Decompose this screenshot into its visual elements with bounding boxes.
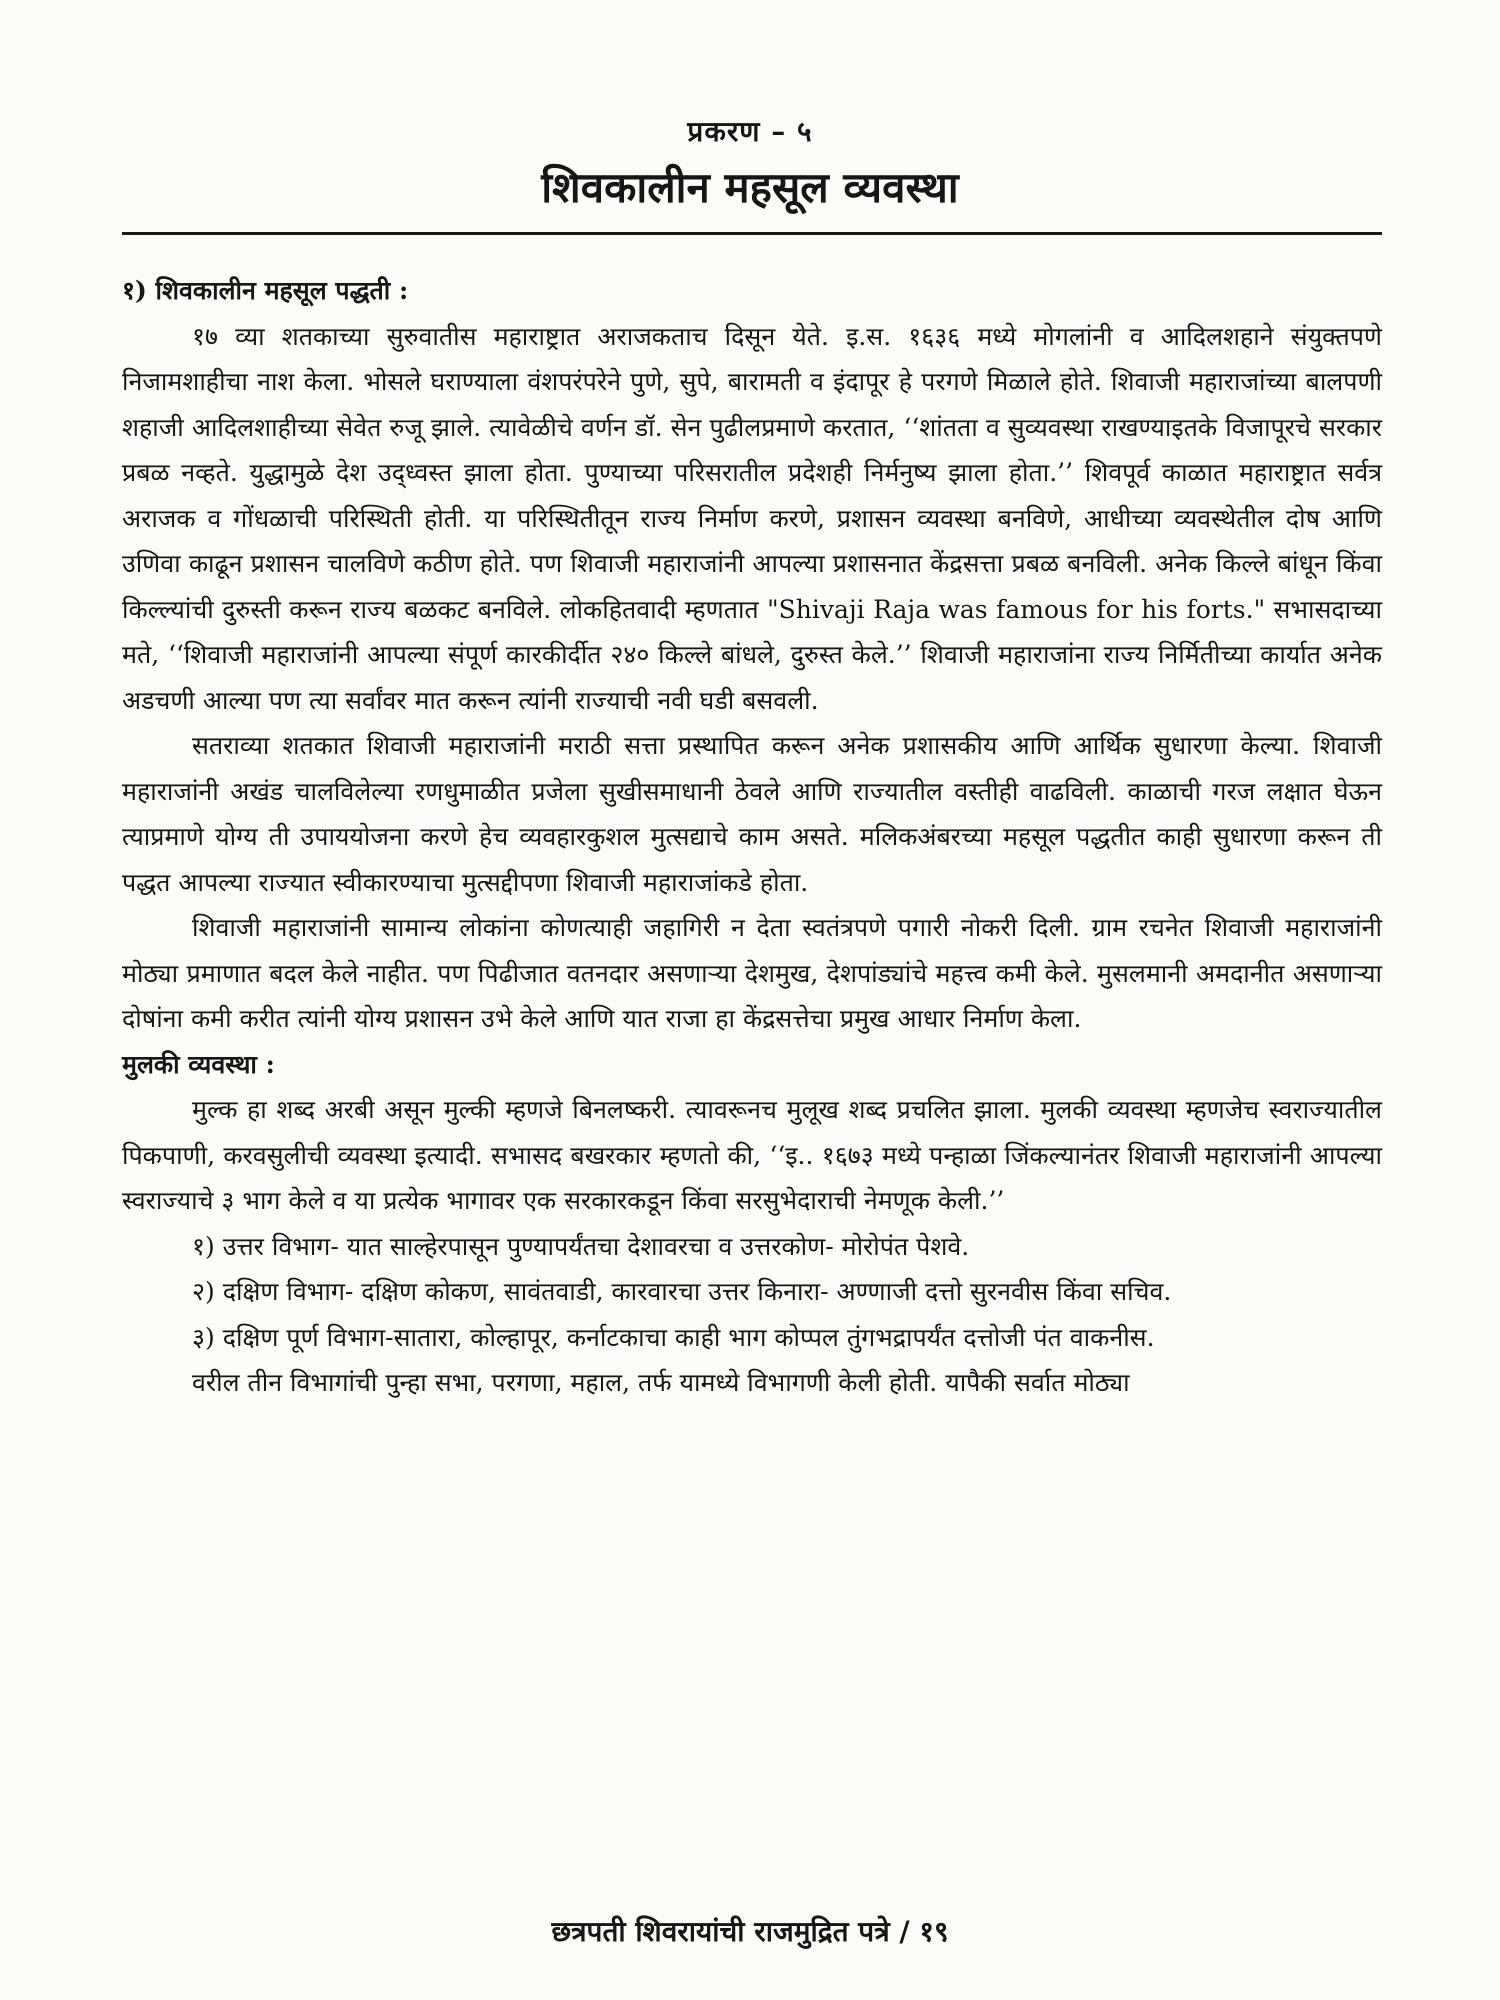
- paragraph: सतराव्या शतकात शिवाजी महाराजांनी मराठी सत्ता प्रस्थापित करून अनेक प्रशासकीय आणि आर्थिक सुधारणा केल्या. शिवाजी महाराजांनी अखंड चालविलेल्या रणधुमाळीत प्रजेला सुखीसमाधानी ठेवले आणि राज्यातील वस्तीही वाढविली. काळाची गरज लक्षात घेऊन त्याप्रमाणे योग्य ती उपाययोजना करणे हेच व्यवहारकुशल मुत्सद्याचे काम असते. मलिकअंबरच्या महसूल पद्धतीत काही सुधारणा करून ती पद्धत आपल्या राज्यात स्वीकारण्याचा मुत्सद्दीपणा शिवाजी महाराजांकडे होता.: [122, 731, 1382, 897]
- section-heading-civil-administration: मुलकी व्यवस्था :: [122, 1049, 275, 1079]
- chapter-title: शिवकालीन महसूल व्यवस्था: [541, 163, 959, 212]
- section-heading-revenue-system: १) शिवकालीन महसूल पद्धती :: [122, 276, 409, 305]
- list-item: २) दक्षिण विभाग- दक्षिण कोकण, सावंतवाडी, कारवारचा उत्तर किनारा- अण्णाजी दत्तो सुरनवीस किंवा सचिव.: [192, 1277, 1172, 1306]
- page-footer: छत्रपती शिवरायांची राजमुद्रित पत्रे / १९: [551, 1915, 949, 1948]
- title-divider: [122, 232, 1382, 235]
- paragraph: शिवाजी महाराजांनी सामान्य लोकांना कोणत्याही जहागिरी न देता स्वतंत्रपणे पगारी नोकरी दिली. ग्राम रचनेत शिवाजी महाराजांनी मोठ्या प्रमाणात बदल केले नाहीत. पण पिढीजात वतनदार असणाऱ्या देशमुख, देशपांड्यांचे महत्त्व कमी केले. मुसलमानी अमदानीत असणाऱ्या दोषांना कमी करीत त्यांनी योग्य प्रशासन उभे केले आणि यात राजा हा केंद्रसत्तेचा प्रमुख आधार निर्माण केला.: [122, 913, 1382, 1033]
- body-text: [122, 268, 1382, 1406]
- list-item: ३) दक्षिण पूर्ण विभाग-सातारा, कोल्हापूर, कर्नाटकाचा काही भाग कोप्पल तुंगभद्रापर्यंत दत्तोजी पंत वाकनीस.: [192, 1322, 1155, 1352]
- list-item: १) उत्तर विभाग- यात साल्हेरपासून पुण्यापर्यंतचा देशावरचा व उत्तरकोण- मोरोपंत पेशवे.: [192, 1231, 970, 1261]
- paragraph: मुल्क हा शब्द अरबी असून मुल्की म्हणजे बिनलष्करी. त्यावरूनच मुलूख शब्द प्रचलित झाला. मुलकी व्यवस्था म्हणजेच स्वराज्यातील पिकपाणी, करवसुलीची व्यवस्था इत्यादी. सभासद बखरकार म्हणतो की, ‘‘इ.. १६७३ मध्ये पन्हाळा जिंकल्यानंतर शिवाजी महाराजांनी आपल्या स्वराज्याचे ३ भाग केले व या प्रत्येक भागावर एक सरकारकडून किंवा सरसुभेदाराची नेमणूक केली.’’: [122, 1095, 1382, 1215]
- chapter-label: प्रकरण – ५: [687, 115, 813, 148]
- paragraph: वरील तीन विभागांची पुन्हा सभा, परगणा, महाल, तर्फ यामध्ये विभागणी केली होती. यापैकी सर्वात मोठ्या: [192, 1368, 1130, 1397]
- paragraph: १७ व्या शतकाच्या सुरुवातीस महाराष्ट्रात अराजकताच दिसून येते. इ.स. १६३६ मध्ये मोगलांनी व आदिलशहाने संयुक्तपणे निजामशाहीचा नाश केला. भोसले घराण्याला वंशपरंपरेने पुणे, सुपे, बारामती व इंदापूर हे परगणे मिळाले होते. शिवाजी महाराजांच्या बालपणी शहाजी आदिलशाहीच्या सेवेत रुजू झाले. त्यावेळीचे वर्णन डॉ. सेन पुढीलप्रमाणे करतात, ‘‘शांतता व सुव्यवस्था राखण्याइतके विजापूरचे सरकार प्रबळ नव्हते. युद्धामुळे देश उद्ध्वस्त झाला होता. पुण्याच्या परिसरातील प्रदेशही निर्मनुष्य झाला होता.’’ शिवपूर्व काळात महाराष्ट्रात सर्वत्र अराजक व गोंधळाची परिस्थिती होती. या परिस्थितीतून राज्य निर्माण करणे, प्रशासन व्यवस्था बनविणे, आधीच्या व्यवस्थेतील दोष आणि उणिवा काढून प्रशासन चालविणे कठीण होते. पण शिवाजी महाराजांनी आपल्या प्रशासनात केंद्रसत्ता प्रबळ बनविली. अनेक किल्ले बांधून किंवा किल्ल्यांची दुरुस्ती करून राज्य बळकट बनविले. लोकहितवादी म्हणतात "Shivaji Raja was famous for his forts." सभासदाच्या मते, ‘‘शिवाजी महाराजांनी आपल्या संपूर्ण कारकीर्दीत २४० किल्ले बांधले, दुरुस्त केले.’’ शिवाजी महाराजांना राज्य निर्मितीच्या कार्यात अनेक अडचणी आल्या पण त्या सर्वांवर मात करून त्यांनी राज्याची नवी घडी बसवली.: [122, 321, 1382, 715]
